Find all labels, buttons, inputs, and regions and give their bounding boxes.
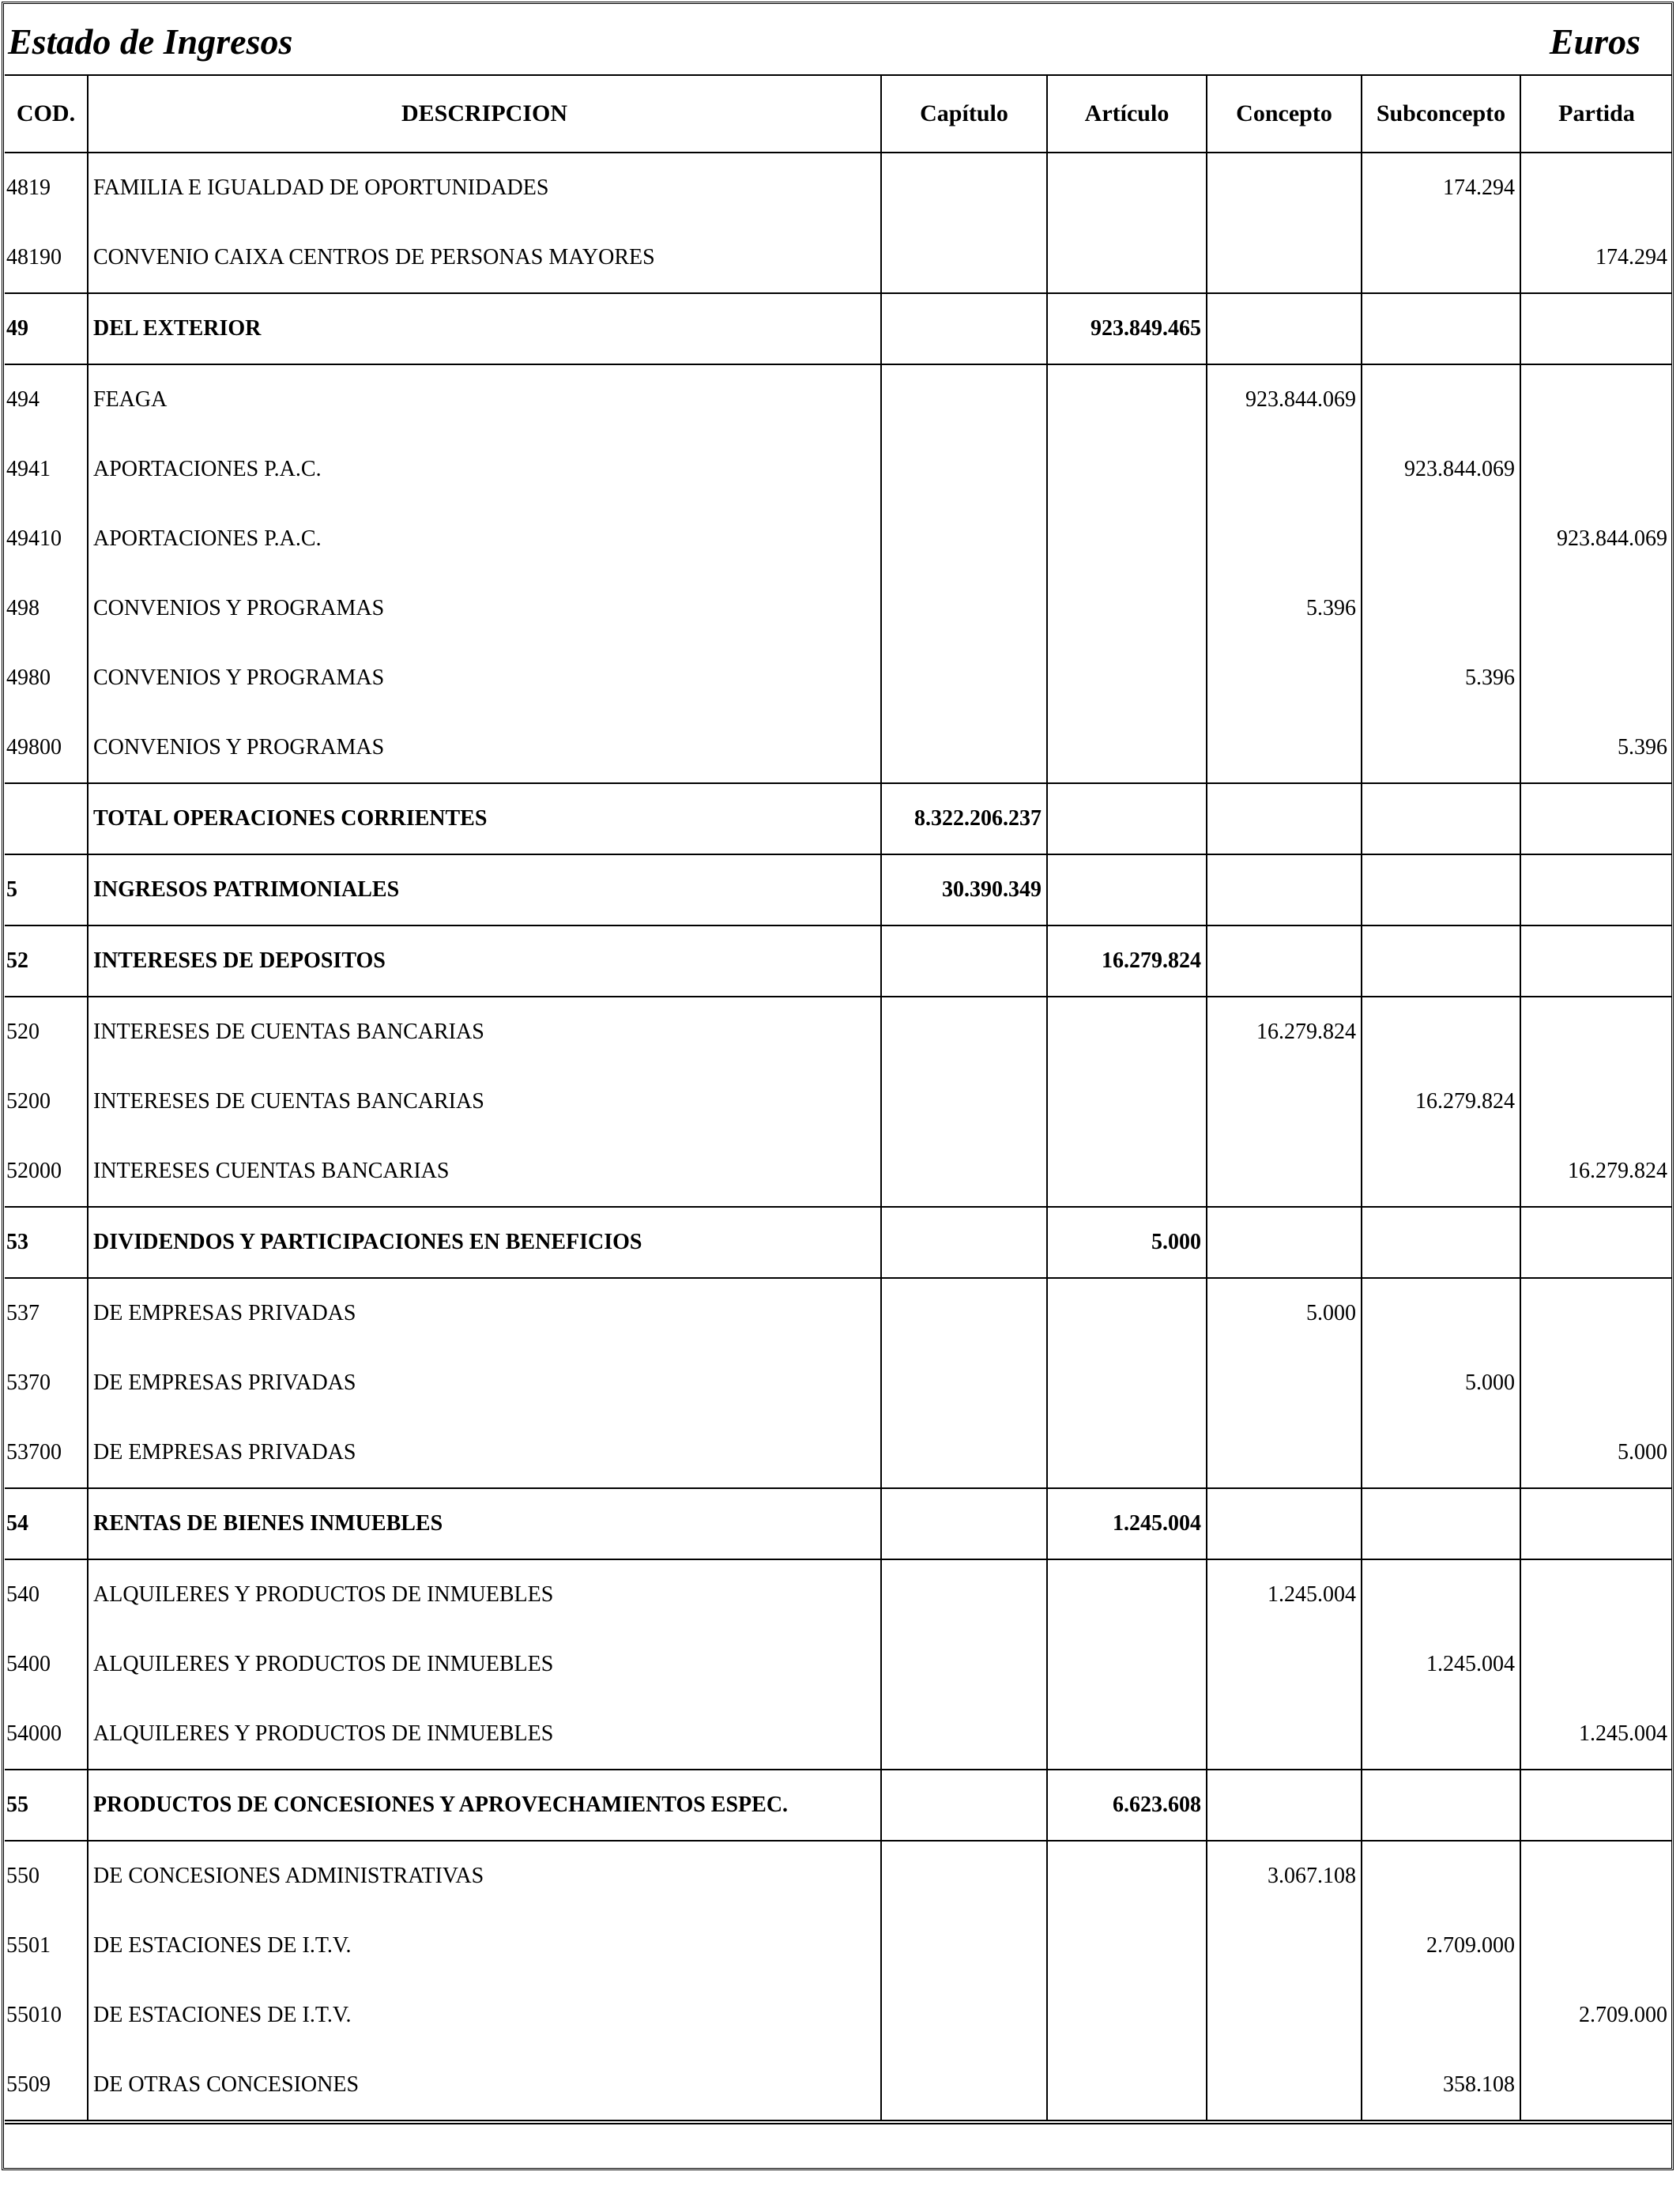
row-concepto [1207, 713, 1362, 783]
row-descripcion: INTERESES DE CUENTAS BANCARIAS [88, 997, 881, 1067]
row-subconcepto: 5.396 [1362, 643, 1520, 713]
table-row [5, 1559, 1672, 1630]
row-subconcepto: 358.108 [1362, 2050, 1520, 2120]
row-partida: 5.000 [1520, 1418, 1672, 1488]
table-row [5, 364, 1672, 435]
header-partida: Partida [1520, 76, 1672, 153]
row-subconcepto [1362, 1770, 1520, 1841]
row-partida: 5.396 [1520, 713, 1672, 783]
row-articulo: 6.623.608 [1047, 1770, 1207, 1841]
row-cod: 4980 [5, 643, 88, 713]
row-cod: 5200 [5, 1067, 88, 1137]
row-cod: 54000 [5, 1699, 88, 1770]
row-articulo [1047, 854, 1207, 925]
row-subconcepto [1362, 925, 1520, 997]
row-articulo [1047, 1418, 1207, 1488]
row-descripcion: APORTACIONES P.A.C. [88, 504, 881, 574]
row-concepto: 5.396 [1207, 574, 1362, 643]
row-capitulo [881, 1278, 1047, 1348]
header-descripcion: DESCRIPCION [88, 76, 881, 153]
row-concepto: 3.067.108 [1207, 1841, 1362, 1911]
row-partida: 1.245.004 [1520, 1699, 1672, 1770]
row-capitulo [881, 153, 1047, 223]
row-concepto [1207, 153, 1362, 223]
row-descripcion: DE ESTACIONES DE I.T.V. [88, 1911, 881, 1981]
table-header-row [5, 76, 1672, 153]
row-concepto: 16.279.824 [1207, 997, 1362, 1067]
row-partida [1520, 364, 1672, 435]
row-descripcion: FAMILIA E IGUALDAD DE OPORTUNIDADES [88, 153, 881, 223]
table-row [5, 504, 1672, 574]
row-cod: 49410 [5, 504, 88, 574]
row-capitulo [881, 574, 1047, 643]
row-partida [1520, 643, 1672, 713]
row-articulo [1047, 364, 1207, 435]
row-cod: 55 [5, 1770, 88, 1841]
row-subconcepto: 5.000 [1362, 1348, 1520, 1418]
row-cod: 5501 [5, 1911, 88, 1981]
row-cod: 550 [5, 1841, 88, 1911]
row-cod: 48190 [5, 223, 88, 293]
row-partida [1520, 1559, 1672, 1630]
row-descripcion: ALQUILERES Y PRODUCTOS DE INMUEBLES [88, 1559, 881, 1630]
row-articulo [1047, 1559, 1207, 1630]
row-cod: 54 [5, 1488, 88, 1559]
row-articulo [1047, 713, 1207, 783]
table-row [5, 1770, 1672, 1841]
row-cod: 5400 [5, 1630, 88, 1699]
row-descripcion: DE CONCESIONES ADMINISTRATIVAS [88, 1841, 881, 1911]
row-partida [1520, 854, 1672, 925]
row-descripcion: PRODUCTOS DE CONCESIONES Y APROVECHAMIENTOS ESPEC. [88, 1770, 881, 1841]
row-descripcion: DE OTRAS CONCESIONES [88, 2050, 881, 2120]
row-descripcion: RENTAS DE BIENES INMUEBLES [88, 1488, 881, 1559]
row-concepto [1207, 504, 1362, 574]
row-capitulo [881, 1137, 1047, 1207]
row-capitulo [881, 713, 1047, 783]
row-subconcepto [1362, 1488, 1520, 1559]
row-capitulo [881, 1841, 1047, 1911]
table-row [5, 1067, 1672, 1137]
row-descripcion: DEL EXTERIOR [88, 293, 881, 364]
table-row [5, 574, 1672, 643]
row-subconcepto [1362, 1207, 1520, 1278]
row-subconcepto [1362, 1841, 1520, 1911]
row-capitulo [881, 1630, 1047, 1699]
row-capitulo [881, 1770, 1047, 1841]
row-capitulo [881, 1418, 1047, 1488]
row-concepto: 5.000 [1207, 1278, 1362, 1348]
table-row [5, 1488, 1672, 1559]
row-concepto: 923.844.069 [1207, 364, 1362, 435]
table-body [5, 153, 1672, 2120]
row-subconcepto [1362, 364, 1520, 435]
row-concepto [1207, 1630, 1362, 1699]
row-cod: 55010 [5, 1981, 88, 2050]
row-cod: 52000 [5, 1137, 88, 1207]
row-descripcion: INTERESES DE CUENTAS BANCARIAS [88, 1067, 881, 1137]
row-articulo [1047, 574, 1207, 643]
table-row [5, 2050, 1672, 2120]
row-capitulo [881, 2050, 1047, 2120]
row-articulo: 1.245.004 [1047, 1488, 1207, 1559]
row-subconcepto: 923.844.069 [1362, 435, 1520, 504]
table-row [5, 1348, 1672, 1418]
table-row [5, 1981, 1672, 2050]
income-table [5, 76, 1672, 2121]
row-subconcepto [1362, 293, 1520, 364]
row-capitulo [881, 364, 1047, 435]
table-row [5, 223, 1672, 293]
row-concepto [1207, 1981, 1362, 2050]
row-subconcepto [1362, 713, 1520, 783]
row-capitulo [881, 1067, 1047, 1137]
row-concepto [1207, 1137, 1362, 1207]
header-concepto: Concepto [1207, 76, 1362, 153]
row-concepto [1207, 1207, 1362, 1278]
row-descripcion: TOTAL OPERACIONES CORRIENTES [88, 783, 881, 854]
row-articulo [1047, 783, 1207, 854]
row-subconcepto [1362, 1278, 1520, 1348]
row-cod: 494 [5, 364, 88, 435]
table-row [5, 1207, 1672, 1278]
row-subconcepto: 1.245.004 [1362, 1630, 1520, 1699]
row-capitulo [881, 293, 1047, 364]
row-partida: 174.294 [1520, 223, 1672, 293]
row-descripcion: CONVENIOS Y PROGRAMAS [88, 643, 881, 713]
row-articulo [1047, 1278, 1207, 1348]
row-capitulo [881, 1488, 1047, 1559]
row-partida [1520, 1207, 1672, 1278]
row-articulo [1047, 1067, 1207, 1137]
footer-strip [5, 2123, 1672, 2166]
table-row [5, 643, 1672, 713]
row-capitulo [881, 1207, 1047, 1278]
row-concepto: 1.245.004 [1207, 1559, 1362, 1630]
row-partida [1520, 2050, 1672, 2120]
row-partida: 923.844.069 [1520, 504, 1672, 574]
row-subconcepto [1362, 854, 1520, 925]
row-concepto [1207, 1911, 1362, 1981]
row-subconcepto [1362, 783, 1520, 854]
row-cod: 53700 [5, 1418, 88, 1488]
row-partida [1520, 1348, 1672, 1418]
row-concepto [1207, 854, 1362, 925]
row-capitulo [881, 1348, 1047, 1418]
table-row [5, 713, 1672, 783]
row-subconcepto [1362, 1137, 1520, 1207]
row-descripcion: CONVENIO CAIXA CENTROS DE PERSONAS MAYORES [88, 223, 881, 293]
row-descripcion: APORTACIONES P.A.C. [88, 435, 881, 504]
table-row [5, 153, 1672, 223]
title-bar [5, 5, 1672, 76]
row-partida [1520, 1841, 1672, 1911]
row-subconcepto [1362, 1559, 1520, 1630]
row-cod [5, 783, 88, 854]
row-subconcepto [1362, 1981, 1520, 2050]
row-articulo [1047, 1699, 1207, 1770]
row-capitulo [881, 1911, 1047, 1981]
currency-label: Euros [1549, 21, 1640, 62]
table-row [5, 1630, 1672, 1699]
row-capitulo [881, 1559, 1047, 1630]
row-descripcion: INTERESES DE DEPOSITOS [88, 925, 881, 997]
row-partida [1520, 153, 1672, 223]
row-cod: 53 [5, 1207, 88, 1278]
row-concepto [1207, 1699, 1362, 1770]
row-cod: 537 [5, 1278, 88, 1348]
row-capitulo [881, 223, 1047, 293]
row-cod: 49800 [5, 713, 88, 783]
row-concepto [1207, 643, 1362, 713]
table-row [5, 435, 1672, 504]
row-articulo [1047, 1630, 1207, 1699]
row-capitulo [881, 1699, 1047, 1770]
row-cod: 5 [5, 854, 88, 925]
row-capitulo [881, 1981, 1047, 2050]
row-articulo: 5.000 [1047, 1207, 1207, 1278]
table-row [5, 1278, 1672, 1348]
table-row [5, 1418, 1672, 1488]
table-row [5, 1137, 1672, 1207]
row-cod: 52 [5, 925, 88, 997]
row-subconcepto [1362, 1418, 1520, 1488]
row-concepto [1207, 783, 1362, 854]
row-subconcepto: 16.279.824 [1362, 1067, 1520, 1137]
row-articulo [1047, 1137, 1207, 1207]
row-cod: 520 [5, 997, 88, 1067]
table-row [5, 1911, 1672, 1981]
row-cod: 49 [5, 293, 88, 364]
row-descripcion: ALQUILERES Y PRODUCTOS DE INMUEBLES [88, 1630, 881, 1699]
row-subconcepto [1362, 997, 1520, 1067]
row-descripcion: DE EMPRESAS PRIVADAS [88, 1278, 881, 1348]
row-subconcepto [1362, 574, 1520, 643]
row-cod: 498 [5, 574, 88, 643]
row-articulo [1047, 435, 1207, 504]
row-capitulo: 8.322.206.237 [881, 783, 1047, 854]
row-subconcepto [1362, 504, 1520, 574]
page-title: Estado de Ingresos [8, 21, 293, 62]
row-partida [1520, 1770, 1672, 1841]
row-concepto [1207, 223, 1362, 293]
row-partida [1520, 1630, 1672, 1699]
row-subconcepto [1362, 1699, 1520, 1770]
row-concepto [1207, 1418, 1362, 1488]
row-partida: 16.279.824 [1520, 1137, 1672, 1207]
header-cod: COD. [5, 76, 88, 153]
row-articulo [1047, 223, 1207, 293]
row-subconcepto: 174.294 [1362, 153, 1520, 223]
row-articulo [1047, 1348, 1207, 1418]
row-concepto [1207, 1488, 1362, 1559]
row-capitulo [881, 643, 1047, 713]
row-articulo [1047, 1841, 1207, 1911]
row-partida [1520, 1067, 1672, 1137]
row-concepto [1207, 1770, 1362, 1841]
row-descripcion: CONVENIOS Y PROGRAMAS [88, 713, 881, 783]
row-partida [1520, 783, 1672, 854]
row-capitulo [881, 997, 1047, 1067]
row-partida [1520, 997, 1672, 1067]
row-partida [1520, 574, 1672, 643]
row-cod: 5509 [5, 2050, 88, 2120]
row-descripcion: DE ESTACIONES DE I.T.V. [88, 1981, 881, 2050]
row-cod: 4819 [5, 153, 88, 223]
row-capitulo [881, 435, 1047, 504]
table-row [5, 854, 1672, 925]
row-articulo [1047, 504, 1207, 574]
row-concepto [1207, 925, 1362, 997]
row-cod: 540 [5, 1559, 88, 1630]
row-descripcion: ALQUILERES Y PRODUCTOS DE INMUEBLES [88, 1699, 881, 1770]
table-row [5, 1699, 1672, 1770]
row-cod: 5370 [5, 1348, 88, 1418]
row-descripcion: CONVENIOS Y PROGRAMAS [88, 574, 881, 643]
row-articulo [1047, 1981, 1207, 2050]
row-descripcion: FEAGA [88, 364, 881, 435]
row-partida [1520, 1488, 1672, 1559]
header-capitulo: Capítulo [881, 76, 1047, 153]
row-cod: 4941 [5, 435, 88, 504]
row-descripcion: DE EMPRESAS PRIVADAS [88, 1418, 881, 1488]
row-articulo: 16.279.824 [1047, 925, 1207, 997]
row-descripcion: DE EMPRESAS PRIVADAS [88, 1348, 881, 1418]
row-capitulo: 30.390.349 [881, 854, 1047, 925]
table-row [5, 1841, 1672, 1911]
row-articulo [1047, 997, 1207, 1067]
table-row [5, 293, 1672, 364]
row-articulo: 923.849.465 [1047, 293, 1207, 364]
row-partida [1520, 1278, 1672, 1348]
row-subconcepto: 2.709.000 [1362, 1911, 1520, 1981]
row-partida [1520, 925, 1672, 997]
table-row [5, 783, 1672, 854]
table-row [5, 997, 1672, 1067]
row-articulo [1047, 643, 1207, 713]
row-capitulo [881, 504, 1047, 574]
row-articulo [1047, 1911, 1207, 1981]
row-descripcion: INGRESOS PATRIMONIALES [88, 854, 881, 925]
row-partida [1520, 1911, 1672, 1981]
row-partida [1520, 293, 1672, 364]
row-articulo [1047, 153, 1207, 223]
row-partida [1520, 435, 1672, 504]
row-concepto [1207, 1348, 1362, 1418]
row-concepto [1207, 1067, 1362, 1137]
row-subconcepto [1362, 223, 1520, 293]
row-concepto [1207, 293, 1362, 364]
header-articulo: Artículo [1047, 76, 1207, 153]
table-row [5, 925, 1672, 997]
row-descripcion: DIVIDENDOS Y PARTICIPACIONES EN BENEFICIOS [88, 1207, 881, 1278]
row-capitulo [881, 925, 1047, 997]
row-articulo [1047, 2050, 1207, 2120]
row-partida: 2.709.000 [1520, 1981, 1672, 2050]
row-descripcion: INTERESES CUENTAS BANCARIAS [88, 1137, 881, 1207]
row-concepto [1207, 2050, 1362, 2120]
header-subconcepto: Subconcepto [1362, 76, 1520, 153]
row-concepto [1207, 435, 1362, 504]
